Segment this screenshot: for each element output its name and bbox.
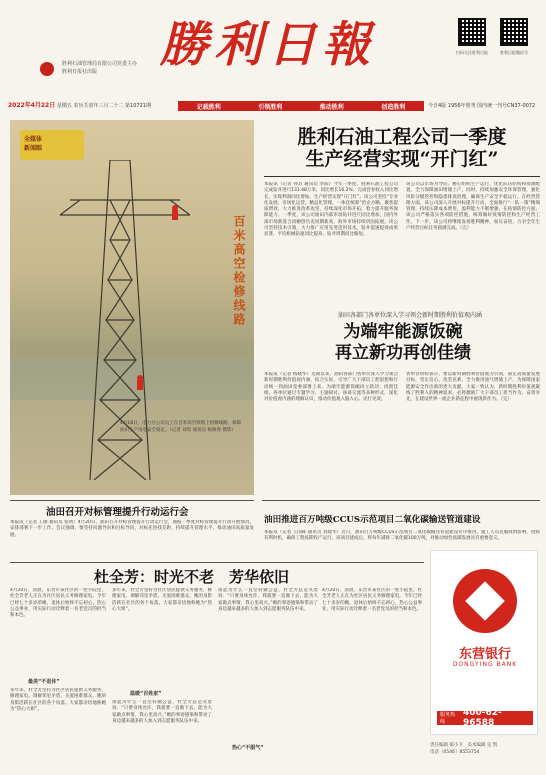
qr-code-icon[interactable] [500,18,528,46]
issue-date: 2022年4月22日 [8,102,56,109]
feature-body-col1: 4月20日，清晨，东营市某社区的一处小院里，杜全芳老人正在为社区居民义务修理家电。今年已经七十多岁的她，退休后始终不忘初心，热心公益事业，用实际行动诠释着一名老党员的担当和本色。 [10,588,106,619]
media-tag-line1: 全媒体 [24,136,43,143]
qr1-caption: 扫码关注胜利日报 [456,50,488,55]
lead-body-col1: 本报讯（记者 孙苏 通讯员 李阳）今年一季度，胜利石油工程公司完成钻井进尺131.48万米，同比增长16.2%；完成营业收入同比增长，实现利润同比增加，生产经营实现“开门红”。该公司坚持“专业化发展、市场化运营、精益化管理、一体化统筹”治企方略，聚焦提质增效，大力推进改革攻坚，持续深化市场开拓，着力提升服务保障能力。一季度，该公司油田内部市场钻井进尺同比增加，国内外部市场新签合同额创历史同期新高，海外市场持续巩固拓展。该公司坚持技术引领，大力推广应用先进适用技术，钻井提速提效成果显著，平均机械钻速同比提高，钻井周期同比缩短。 [264,182,398,238]
sponsor-line1: 胜利石油管理局有限公司党委主办 [62,61,138,67]
photo-title: 百米高空检修线路 [232,215,246,327]
party-emblem-icon [40,62,54,76]
sponsor-line2: 胜利日报社出版 [62,69,98,75]
bank-name-en: DONGYING BANK [452,661,518,668]
story3-body: 本报讯（记者 王丽 通讯员 张明）4月20日，油田召开对标管理提升行动运行会，通报一季度对标管理提升行动开展情况，安排部署下一步工作。会议强调，要坚持问题导向和目标导向，对标先进找差距，持续提升管理水平，推动油田高质量发展。 [10,520,254,538]
hotline-number: 400-62-96588 [462,708,502,728]
divider [10,500,254,501]
second-kicker: 油田各部门各单位深入学习领会新时期胜利价值观内涵 [337,312,482,319]
story4-headline[interactable]: 油田推进百万吨级CCUS示范项目二氧化碳输送管道建设 [264,515,481,525]
editor-line2: 电话（0546）8553754 [430,750,480,755]
second-headline-line2: 再立新功再创佳绩 [335,343,471,363]
qr2-caption: 胜利日报微信号 [500,50,528,55]
feature-headline[interactable]: 杜全芳：时光不老 芳华依旧 [94,568,290,586]
feature-body-col1b: 多年来，杜全芳坚持为社区居民提供义务服务，修理家电、调解邻里矛盾、关爱困难群众，她的身影活跃在社区的各个角落。大家都亲切地称她为“热心大姐”。 [10,688,106,712]
feature-body-col3: 谈起为什么一直坚持做公益，杜全芳总是笑着说：“只要身体允许，我就要一直做下去，能为大家做点事情，我心里高兴。”她的事迹感染和带动了身边越来越多的人加入到志愿服务队伍中来。 [218,588,318,612]
feature-body-col4: 4月20日，清晨，东营市某社区的一处小院里，杜全芳老人正在为社区居民义务修理家电。今年已经七十多岁的她，退休后始终不忘初心，热心公益事业，用实际行动诠释着一名老党员的担当和本色。 [322,588,422,612]
feature-subhead2: 温暖“百姓家” [130,691,162,697]
lead-headline[interactable] [262,126,542,170]
sponsor-info [62,60,137,76]
bank-name: 东营银行 [458,647,511,662]
publication-info: 今日4版 1956年创刊 国内统一刊号CN37-0072 [428,103,536,109]
qr-code-icon[interactable] [458,18,486,46]
media-tag [20,130,84,160]
story4-body: 本报讯（记者 王国栋 通讯员 刘建华）近日，油田百万吨级CCUS示范项目二氧化碳输送管道建设有序推进，施工人员克服疫情影响，抢抓有利时机，确保工程按期投产运行。该项目建成后，将每年减排二氧化碳100万吨，对推动绿色低碳发展具有重要意义。 [264,530,540,542]
editor-line1: 责任编辑 郝小卫 美术编辑 皇 凯 [430,743,498,748]
second-headline[interactable] [268,322,538,364]
slogan-4: 创造胜利 [381,103,406,111]
photo-caption: 4月18日，电力分公司员工在百米高空铁塔上检修线路，保障油田生产用电安全稳定。（记者 刘勇 通讯员 杨修春 摄影） [120,421,242,433]
hotline-label: 服务热线 [440,712,456,725]
feature-subhead1: 最美“不退休” [28,679,60,685]
divider [262,500,540,501]
date-bar [8,100,538,112]
slogan-2: 引领胜利 [258,103,283,111]
masthead [0,0,546,98]
divider [10,562,424,563]
weekday: 星期五 [56,103,72,109]
editor-info [430,742,538,756]
date-info [8,100,151,112]
lead-headline-line2: 生产经营实现“开门红” [305,148,499,170]
second-body-col1: 本报讯（记者 杨晓华）近期以来，油田各部门各单位深入学习领会新时期胜利价值观内涵，结合实际，引导广大干部员工把思想和行动统一到油田党委部署上来，为端牢能源饭碗再立新功、再创佳绩。各单位通过专题学习、主题研讨、座谈交流等多种形式，深化对价值观内涵的理解认识，推动价值观入脑入心、见行见效。 [264,372,398,403]
divider [264,176,540,177]
lead-headline-line1: 胜利石油工程公司一季度 [297,126,507,148]
bank-logo-icon [453,569,517,633]
media-tag-line2: 新闻眼 [24,145,43,152]
issue-number: 第10721期 [125,103,151,109]
lunar-date: 农历壬寅年三月二十二 [73,103,124,109]
feature-body-col2b: 谈起为什么一直坚持做公益，杜全芳总是笑着说：“只要身体允许，我就要一直做下去，能为大家做点事情，我心里高兴。”她的事迹感染和带动了身边越来越多的人加入到志愿服务队伍中来。 [112,700,212,724]
bank-hotline [437,708,533,728]
slogan-1: 记载胜利 [196,103,221,111]
newspaper-title: 勝利日報 [160,17,377,73]
slogan-band [178,101,424,111]
slogan-3: 推动胜利 [319,103,344,111]
lead-photo[interactable] [10,120,254,495]
bank-advertisement[interactable] [430,550,538,735]
feature-subhead3: 热心“不服气” [232,745,264,751]
feature-body-col2: 多年来，杜全芳坚持为社区居民提供义务服务，修理家电、调解邻里矛盾、关爱困难群众，她的身影活跃在社区的各个角落。大家都亲切地称她为“热心大姐”。 [112,588,212,612]
lead-body-col2: 该公司以市场为导向，精心组织生产运行，优化队伍结构和资源配置，全力保障油田增储上产。同时，持续加强安全环保管理，强化风险分级管控和隐患排查治理，确保生产安全平稳运行。在经营管理方面，该公司深入开展对标提升行动，全面推行“一队一策”精细管理，持续压降成本费用，盈利能力不断增强。在疫情防控方面，该公司严格落实各项防控措施，统筹做好疫情防控和生产经营工作。下一步，该公司将继续发扬胜利精神，加压奋进，力争全年生产经营目标任务圆满完成。（完） [406,182,540,232]
story3-headline[interactable]: 油田召开对标管理提升行动运行会 [46,507,189,518]
second-headline-line1: 为端牢能源饭碗 [343,322,463,342]
second-body-col2: 各单位纷纷表示，要以新时期胜利价值观为引领，锚定高质量发展目标，坚定信心、攻坚克难，全力推进油气增储上产，为保障国家能源安全作出新的更大贡献。大家一致认为，新时期胜利价值观凝练了胜利人的精神追求，必将激励广大干部员工担当作为、奋勇争先，在建设世界一流企业新征程中展现新作为。（完） [406,372,540,403]
